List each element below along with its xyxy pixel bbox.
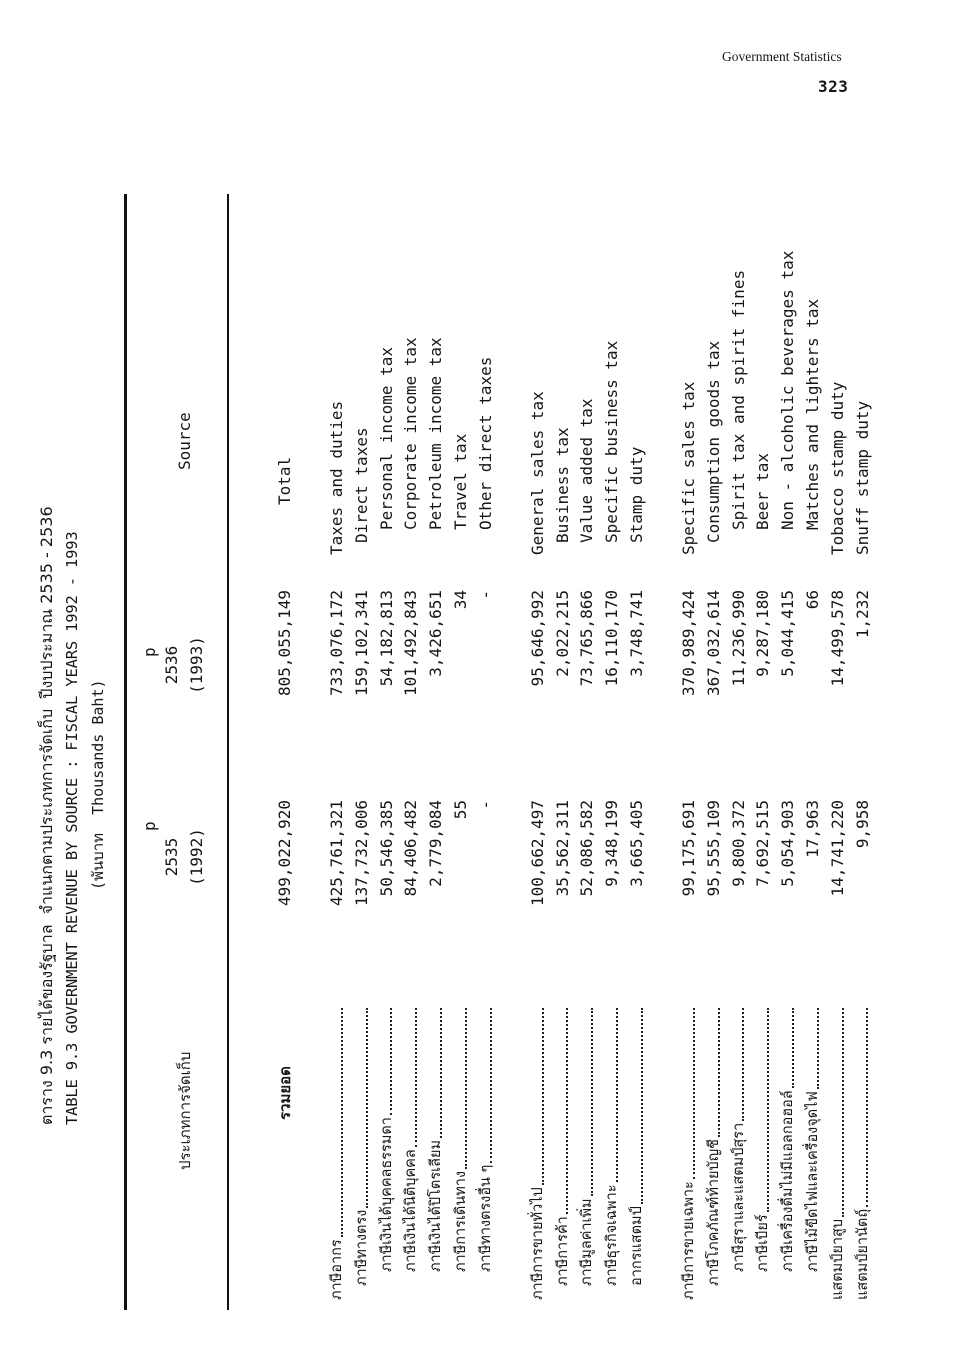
source-thai-label: ภาษีมูลค่าเพิ่ม — [579, 1198, 596, 1286]
table-row — [449, 180, 474, 1320]
dot-leader — [542, 1008, 544, 1185]
source-thai-cell — [350, 1008, 375, 1286]
value-2535: 84,406,482 — [401, 800, 421, 897]
source-english-label: Corporate income tax — [401, 337, 421, 530]
table-row — [350, 180, 375, 1320]
value-2535: 7,692,515 — [753, 800, 773, 887]
table-unit-note: (พันบาท Thousands Baht) — [89, 679, 107, 890]
source-thai-label: แสตมป์ยานัตถุ์ — [854, 1208, 871, 1300]
column-header-2535-preliminary-mark: p — [140, 821, 159, 831]
value-2535: 99,175,691 — [678, 800, 698, 897]
source-english-label: Personal income tax — [376, 346, 396, 530]
value-2536: - — [475, 590, 495, 600]
source-thai-cell — [551, 1008, 576, 1286]
source-english-label: Beer tax — [753, 452, 773, 530]
dot-leader — [641, 1008, 643, 1204]
value-2535: 14,741,220 — [827, 800, 847, 897]
dot-leader — [490, 1008, 492, 1163]
table-row — [424, 180, 449, 1320]
source-thai-cell — [702, 1008, 727, 1286]
table-row — [851, 180, 876, 1320]
source-thai-cell — [677, 1008, 702, 1300]
source-english-label: Direct taxes — [351, 427, 371, 543]
source-thai-cell — [575, 1008, 600, 1286]
value-2536: 9,287,180 — [753, 590, 773, 677]
source-english-label: Business tax — [552, 427, 572, 543]
dot-leader — [817, 1008, 819, 1089]
dot-leader — [693, 1008, 695, 1179]
value-2536: 34 — [450, 590, 470, 610]
value-2536: 733,076,172 — [326, 590, 346, 696]
table-row — [727, 180, 752, 1320]
source-thai-cell — [449, 1008, 474, 1272]
dot-leader — [415, 1008, 417, 1147]
source-thai-label: ภาษีธุรกิจเฉพาะ — [604, 1184, 621, 1286]
dot-leader — [616, 1008, 618, 1183]
total-label-thai: รวมยอด — [276, 1066, 294, 1120]
value-2535: 17,963 — [802, 800, 822, 858]
source-thai-cell — [751, 1008, 776, 1272]
value-2535: 137,732,006 — [351, 800, 371, 906]
source-thai-cell — [776, 1008, 801, 1272]
total-row — [273, 180, 298, 1320]
value-2536: 5,044,415 — [778, 590, 798, 677]
value-2536: 14,499,578 — [827, 590, 847, 687]
table-title-english: TABLE 9.3 GOVERNMENT REVENUE BY SOURCE : FISCAL YEARS 1992 - 1993 — [63, 531, 81, 1125]
source-thai-cell — [526, 1008, 551, 1300]
source-english-label: Travel tax — [450, 433, 470, 530]
value-2536: 66 — [802, 590, 822, 610]
table-row — [751, 180, 776, 1320]
source-thai-cell — [727, 1008, 752, 1272]
value-2535: 9,800,372 — [728, 800, 748, 887]
value-2535: 35,562,311 — [552, 800, 572, 897]
value-2535: 425,761,321 — [326, 800, 346, 906]
total-value-2535: 499,022,920 — [275, 800, 294, 906]
column-header-1993: (1993) — [187, 636, 206, 694]
value-2536: 95,646,992 — [527, 590, 547, 687]
column-header-2536: 2536 — [162, 645, 181, 685]
column-header-2535: 2535 — [162, 837, 181, 877]
total-value-2536: 805,055,149 — [275, 590, 294, 696]
source-thai-cell — [399, 1008, 424, 1272]
value-2535: 2,779,084 — [426, 800, 446, 887]
table-row — [625, 180, 650, 1320]
table-row — [826, 180, 851, 1320]
value-2536: 11,236,990 — [728, 590, 748, 687]
value-2535: 9,348,199 — [602, 800, 622, 887]
dot-leader — [440, 1008, 442, 1138]
header-bottom-rule — [227, 194, 229, 1310]
source-thai-label: ภาษีการเดินทาง — [452, 1170, 469, 1272]
value-2536: 367,032,614 — [703, 590, 723, 696]
page-number: 323 — [818, 77, 849, 96]
dot-leader — [718, 1008, 720, 1137]
value-2536: 73,765,866 — [577, 590, 597, 687]
table-row — [776, 180, 801, 1320]
dot-leader — [591, 1008, 593, 1196]
source-thai-cell — [625, 1008, 650, 1286]
source-english-label: Petroleum income tax — [426, 337, 446, 530]
value-2536: 3,426,651 — [426, 590, 446, 677]
source-thai-label: ภาษีเครื่องดื่มไม่มีแอลกอฮอล์ — [780, 1090, 797, 1272]
table-row — [399, 180, 424, 1320]
column-header-1992: (1992) — [187, 828, 206, 886]
source-english-label: Consumption goods tax — [703, 340, 723, 543]
source-thai-label: อากรแสตมป์ — [628, 1206, 645, 1286]
source-thai-label: ภาษีอากร — [328, 1239, 345, 1300]
source-english-label: General sales tax — [527, 391, 547, 555]
total-label-english: Total — [275, 456, 294, 505]
table-row — [325, 180, 350, 1320]
row-group — [325, 180, 499, 1320]
value-2535: - — [475, 800, 495, 810]
value-2535: 55 — [450, 800, 470, 820]
value-2535: 9,958 — [852, 800, 872, 849]
source-thai-cell — [424, 1008, 449, 1272]
table-body — [273, 180, 875, 1320]
source-english-label: Matches and lighters tax — [802, 298, 822, 530]
table-row — [474, 180, 499, 1320]
value-2536: 16,110,170 — [602, 590, 622, 687]
source-thai-label: ภาษีทางตรงอื่น ๆ — [477, 1164, 494, 1272]
dot-leader — [742, 1008, 744, 1121]
dot-leader — [566, 1008, 568, 1214]
source-thai-label: ภาษีการขายทั่วไป — [529, 1187, 546, 1300]
dot-leader — [866, 1008, 868, 1207]
table-top-rule — [124, 194, 127, 1310]
table-row — [600, 180, 625, 1320]
dot-leader — [390, 1008, 392, 1115]
source-thai-label: ภาษีการค้า — [554, 1216, 571, 1286]
source-thai-label: ภาษีทางตรง — [353, 1209, 370, 1286]
value-2536: 54,182,813 — [376, 590, 396, 687]
row-group — [526, 180, 650, 1320]
table-row — [702, 180, 727, 1320]
column-header-source-thai: ประเภทการจัดเก็บ — [176, 1051, 194, 1170]
source-thai-label: ภาษีไม้ขีดไฟและเครื่องจุดไฟ — [804, 1091, 821, 1272]
source-thai-cell — [801, 1008, 826, 1272]
value-2536: 3,748,741 — [626, 590, 646, 677]
column-header-source-english: Source — [175, 412, 194, 470]
source-english-label: Value added tax — [577, 398, 597, 543]
table-row — [551, 180, 576, 1320]
source-thai-cell — [600, 1008, 625, 1286]
dot-leader — [366, 1008, 368, 1208]
source-thai-label: ภาษีเบียร์ — [755, 1214, 772, 1272]
source-english-label: Specific sales tax — [678, 381, 698, 555]
value-2536: 159,102,341 — [351, 590, 371, 696]
value-2535: 95,555,109 — [703, 800, 723, 897]
source-thai-cell — [325, 1008, 350, 1300]
source-thai-cell — [474, 1008, 499, 1272]
source-thai-label: ภาษีการขายเฉพาะ — [680, 1181, 697, 1300]
source-thai-label: แสตมป์ยาสูบ — [829, 1218, 846, 1300]
source-english-label: Other direct taxes — [475, 356, 495, 530]
dot-leader — [792, 1008, 794, 1088]
table-row — [575, 180, 600, 1320]
value-2536: 1,232 — [852, 590, 872, 639]
source-thai-label: ภาษีโภคภัณฑ์ท้ายบัญชี — [705, 1139, 722, 1286]
source-thai-label: ภาษีเงินได้ปิโตรเลียม — [428, 1139, 445, 1272]
value-2536: 101,492,843 — [401, 590, 421, 696]
value-2535: 3,665,405 — [626, 800, 646, 887]
value-2535: 52,086,582 — [577, 800, 597, 897]
row-group — [677, 180, 875, 1320]
value-2535: 50,546,385 — [376, 800, 396, 897]
table-title-thai: ตาราง 9.3 รายได้ของรัฐบาล จำแนกตามประเภทการจัดเก็บ ปีงบประมาณ 2535 - 2536 — [37, 506, 56, 1125]
source-english-label: Taxes and duties — [326, 400, 346, 555]
table-row — [801, 180, 826, 1320]
source-thai-cell — [851, 1008, 876, 1300]
column-header-2536-preliminary-mark: p — [140, 647, 159, 657]
dot-leader — [465, 1008, 467, 1169]
source-english-label: Spirit tax and spirit fines — [728, 269, 748, 530]
source-thai-cell — [826, 1008, 851, 1300]
rotated-table-sheet — [20, 180, 900, 1320]
source-thai-cell — [375, 1008, 400, 1272]
dot-leader — [842, 1008, 844, 1217]
dot-leader — [767, 1008, 769, 1212]
source-thai-label: ภาษีเงินได้นิติบุคคล — [403, 1149, 420, 1272]
source-english-label: Tobacco stamp duty — [827, 381, 847, 555]
table-row — [677, 180, 702, 1320]
table-row — [526, 180, 551, 1320]
source-thai-label: ภาษีสุราและแสตมป์สุรา — [730, 1122, 747, 1272]
running-header-title: Government Statistics — [722, 49, 842, 64]
value-2535: 5,054,903 — [778, 800, 798, 887]
value-2536: 370,989,424 — [678, 590, 698, 696]
dot-leader — [341, 1008, 343, 1237]
source-english-label: Non - alcoholic beverages tax — [778, 250, 798, 530]
value-2536: 2,022,215 — [552, 590, 572, 677]
source-english-label: Specific business tax — [602, 340, 622, 543]
value-2535: 100,662,497 — [527, 800, 547, 906]
source-english-label: Snuff stamp duty — [852, 400, 872, 555]
source-thai-label: ภาษีเงินได้บุคคลธรรมดา — [378, 1117, 395, 1272]
source-english-label: Stamp duty — [626, 446, 646, 543]
table-row — [375, 180, 400, 1320]
